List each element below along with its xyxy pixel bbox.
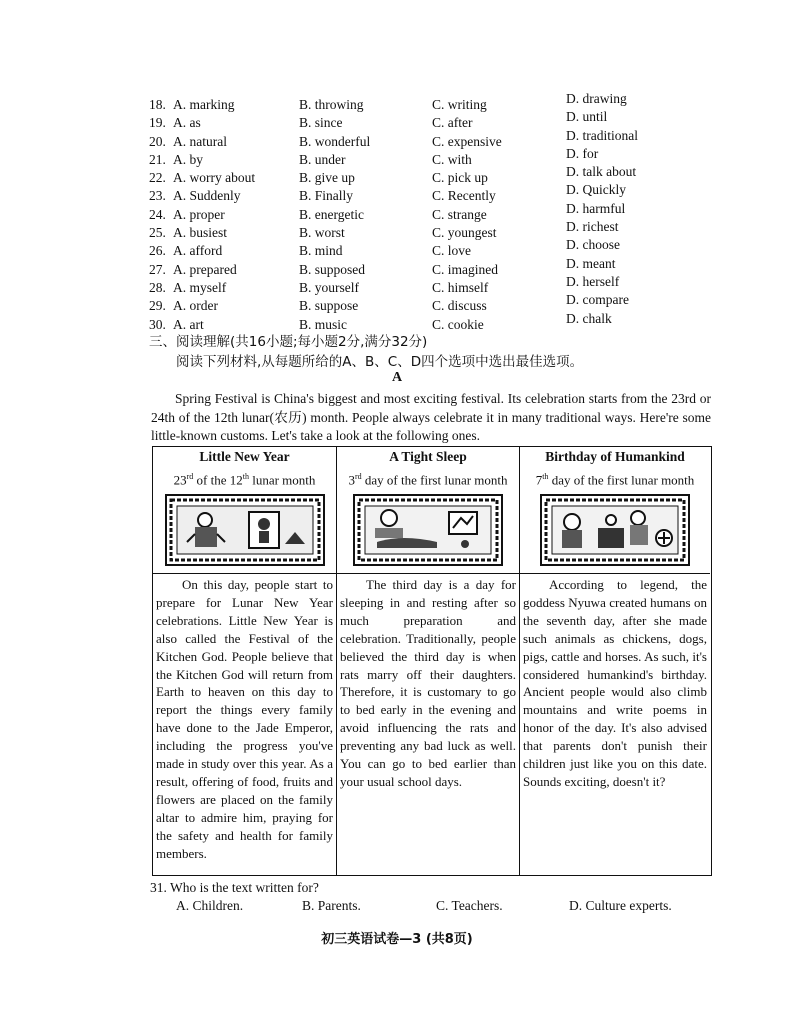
family-celebration-illustration [540, 494, 690, 566]
option-b[interactable]: B. Finally [299, 188, 354, 204]
option-c[interactable]: C. Teachers. [436, 898, 503, 913]
option-a[interactable]: A. Suddenly [173, 188, 241, 204]
passage-label: A [391, 370, 403, 385]
option-b[interactable]: B. suppose [299, 298, 359, 314]
option-b[interactable]: B. energetic [299, 206, 364, 222]
column-date: 3rd day of the first lunar month [348, 472, 508, 488]
option-c[interactable]: C. pick up [432, 170, 488, 186]
column-text: On this day, people start to prepare for Lunar New Year celebrations. Little New Year is also called the Festival of the Kitchen God. People believe that the Kitchen God will return from Earth to heaven on this day to report the things every family have done to the Jade Emperor, including the progress you've made in study over this year. As a result, offering of food, fruits and flowers are placed on the family altar to admire him, praying for the safety and health for family members. [156, 577, 333, 861]
option-row [149, 127, 709, 151]
option-a[interactable]: A. as [173, 115, 201, 131]
question-31: 31. Who is the text written for? [150, 880, 319, 895]
option-d[interactable]: D. meant [566, 255, 616, 271]
illustration-cell [337, 487, 519, 574]
option-d[interactable]: D. until [566, 109, 608, 125]
option-b[interactable]: B. supposed [299, 261, 366, 277]
question-number: 25. [149, 225, 166, 241]
option-b[interactable]: B. give up [299, 170, 355, 186]
option-b[interactable]: B. throwing [299, 97, 364, 112]
column-tight-sleep [337, 447, 520, 875]
option-d[interactable]: D. talk about [566, 164, 637, 180]
option-a[interactable]: A. Children. [176, 898, 244, 913]
question-number: 23. [149, 188, 166, 204]
option-row [149, 219, 709, 242]
option-a[interactable]: A. afford [173, 243, 223, 259]
option-a[interactable]: A. art [173, 316, 204, 332]
column-title: Little New Year [199, 449, 290, 464]
option-b[interactable]: B. Parents. [302, 898, 361, 913]
option-c[interactable]: C. Recently [432, 188, 496, 204]
option-a[interactable]: A. order [173, 298, 218, 314]
question-number: 29. [149, 298, 166, 314]
option-c[interactable]: C. after [432, 115, 473, 131]
question-number: 22. [149, 170, 166, 186]
option-b[interactable]: B. yourself [299, 279, 359, 295]
option-b[interactable]: B. wonderful [299, 133, 371, 149]
illustration-cell [520, 487, 710, 574]
column-little-new-year [153, 447, 337, 875]
column-text: The third day is a day for sleeping in and resting after so much preparation and celebration. Traditionally, people believed the third day is when rats marry off their daughters. Therefore, it is customary to go to bed early in the evening and avoid influencing the rats and preventing any bad luck as well. You can go to bed earlier than your usual school days. [340, 577, 516, 789]
option-d[interactable]: D. chalk [566, 310, 612, 326]
option-a[interactable]: A. myself [173, 279, 227, 295]
option-row [149, 91, 709, 114]
page-footer: 初三英语试卷—3 (共8页) [321, 932, 473, 947]
column-title: A Tight Sleep [389, 449, 467, 464]
column-date: 23rd of the 12th lunar month [173, 472, 316, 488]
instruction: 阅读下列材料,从每题所给的A、B、C、D四个选项中选出最佳选项。 [176, 354, 584, 370]
question-number: 26. [149, 243, 166, 259]
option-c[interactable]: C. expensive [432, 133, 502, 149]
option-c[interactable]: C. himself [432, 279, 489, 295]
section-title: 三、阅读理解(共16小题;每小题2分,满分32分) [149, 334, 428, 350]
option-b[interactable]: B. since [299, 115, 343, 131]
question-number: 21. [149, 151, 166, 167]
option-d[interactable]: D. richest [566, 219, 619, 235]
option-d[interactable]: D. drawing [566, 91, 627, 106]
option-d[interactable]: D. Quickly [566, 182, 626, 198]
option-d[interactable]: D. for [566, 145, 599, 161]
question-number: 27. [149, 261, 166, 277]
cloze-options [149, 91, 709, 334]
option-a[interactable]: A. marking [173, 97, 235, 112]
option-row [149, 255, 709, 279]
option-b[interactable]: B. under [299, 151, 346, 167]
customs-table [152, 446, 712, 876]
option-a[interactable]: A. natural [173, 133, 227, 149]
option-a[interactable]: A. by [173, 151, 203, 167]
option-a[interactable]: A. prepared [173, 261, 237, 277]
question-number: 19. [149, 115, 166, 131]
option-d[interactable]: D. herself [566, 273, 620, 289]
option-b[interactable]: B. mind [299, 243, 343, 259]
option-c[interactable]: C. youngest [432, 225, 497, 241]
option-c[interactable]: C. cookie [432, 316, 484, 332]
intro-paragraph: Spring Festival is China's biggest and most exciting festival. Its celebration starts from the 23rd or 24th of the 12th lunar(农历) month. People always celebrate it in many traditional ways. Here're some little-known customs. Let's take a look at the following ones. [151, 391, 711, 443]
option-c[interactable]: C. strange [432, 206, 487, 222]
question-number: 24. [149, 206, 166, 222]
column-text: According to legend, the goddess Nyuwa created humans on the seventh day, after she made such animals as chickens, dogs, pigs, cattle and horses. As such, it's considered humankind's birthday. Ancient people would also climb mountains and write poems in honor of the day. It's also advised that parents don't punish their children just like you on this date. Sounds exciting, doesn't it? [523, 577, 707, 789]
column-date: 7th day of the first lunar month [535, 472, 695, 488]
column-title: Birthday of Humankind [545, 449, 685, 464]
illustration-cell [153, 487, 336, 574]
option-d[interactable]: D. harmful [566, 200, 626, 216]
option-d[interactable]: D. Culture experts. [569, 898, 672, 913]
option-row [149, 292, 709, 315]
sleeping-child-illustration [353, 494, 503, 566]
kitchen-god-illustration [165, 494, 325, 566]
question-number: 18. [149, 97, 166, 112]
option-b[interactable]: B. music [299, 316, 348, 332]
option-row [149, 200, 709, 224]
option-c[interactable]: C. with [432, 151, 472, 167]
option-a[interactable]: A. worry about [173, 170, 256, 186]
option-c[interactable]: C. love [432, 243, 471, 259]
option-d[interactable]: D. choose [566, 237, 620, 253]
column-birthday-humankind [520, 447, 710, 875]
question-number: 20. [149, 133, 166, 149]
option-row [149, 237, 709, 260]
option-b[interactable]: B. worst [299, 225, 345, 241]
question-number: 30. [149, 316, 166, 332]
option-a[interactable]: A. busiest [173, 225, 227, 241]
option-d[interactable]: D. compare [566, 292, 629, 308]
option-c[interactable]: C. imagined [432, 261, 498, 277]
option-c[interactable]: C. discuss [432, 298, 487, 314]
option-c[interactable]: C. writing [432, 97, 487, 112]
option-d[interactable]: D. traditional [566, 127, 638, 143]
question-number: 28. [149, 279, 166, 295]
option-a[interactable]: A. proper [173, 206, 225, 222]
passage-intro [151, 390, 711, 446]
